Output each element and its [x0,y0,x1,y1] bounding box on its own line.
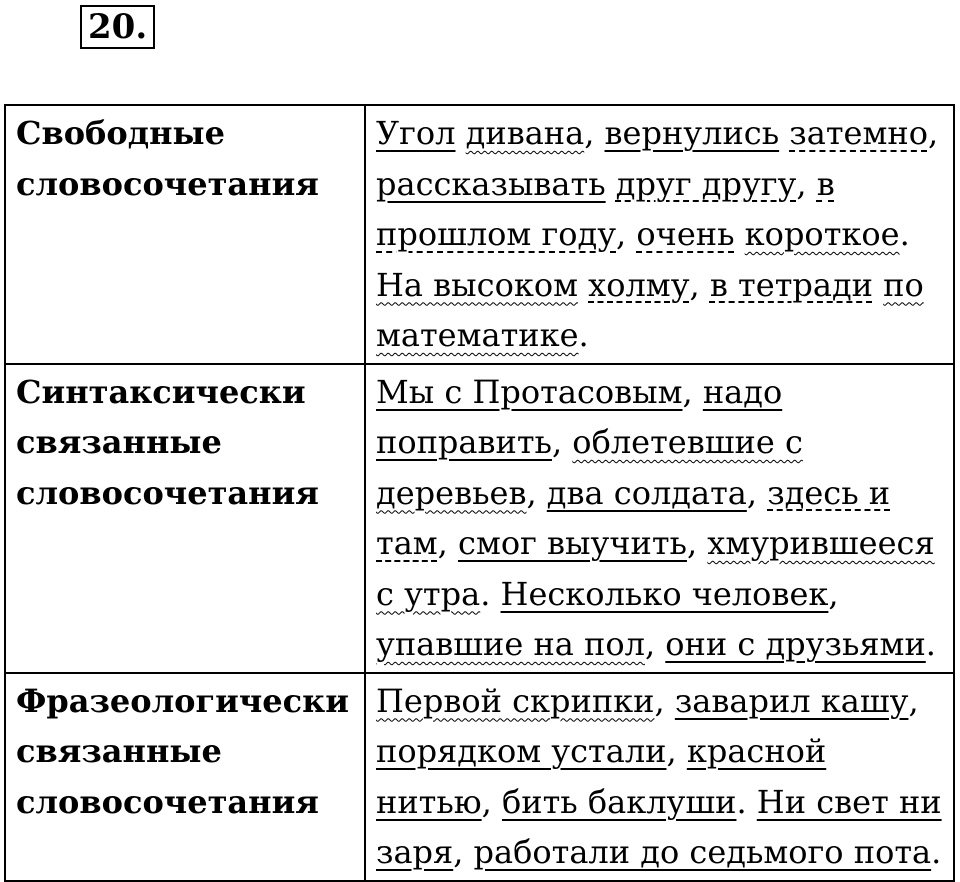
phrase-text: надо поправить [376,372,783,461]
punctuation: , [526,473,547,512]
phrase-text: Мы с Протасовым [376,372,683,411]
punctuation: , [828,574,839,613]
phrase-text: Первой скрипки [376,681,655,720]
punctuation: , [616,215,637,253]
punctuation: , [584,114,605,152]
category-cell: Синтаксически связанные словосочетания [5,364,365,673]
punctuation: , [908,681,919,720]
phrase-text: На высоком [376,265,578,304]
examples-cell [365,105,954,364]
punctuation: , [654,681,675,720]
punctuation: . [578,316,589,354]
phrase-text: рассказывать [376,164,606,203]
punctuation: , [796,164,817,203]
punctuation: . [480,574,501,613]
punctuation: , [682,372,703,411]
phrase-text: Ни свет ни заря [376,782,942,871]
phrase-text: Несколько человек [500,574,829,613]
punctuation: . [925,625,936,663]
punctuation: , [551,423,573,461]
table-row [5,673,954,881]
phrase-text: два солдата [546,473,747,512]
phrase-text: облетевшие с деревьев [376,423,803,512]
phrase-text: затемно [789,114,928,152]
phrase-text: по математике [376,265,924,354]
category-cell: Фразеологически связанные словосочетания [5,673,365,881]
phrase-text: здесь и там [376,473,891,562]
punctuation: , [437,524,459,562]
punctuation [779,114,789,152]
phrase-text: друг другу [615,164,797,203]
phrase-text: короткое [744,215,900,253]
phrase-text: хмурившееся с утра [376,524,935,613]
punctuation [606,165,616,203]
punctuation: , [481,782,502,821]
punctuation: . [931,833,942,871]
punctuation: . [736,782,757,821]
punctuation: , [666,732,687,770]
punctuation: , [927,114,939,152]
phrase-text: очень [636,215,735,253]
punctuation: , [686,524,708,562]
examples-cell [365,364,954,673]
phrases-table [4,104,955,882]
punctuation: , [644,625,666,663]
table-row [5,105,954,364]
table-row [5,364,954,673]
punctuation [735,215,745,253]
phrase-text: они с друзьями [665,625,926,663]
phrase-text: холму [588,265,690,304]
punctuation [578,266,588,304]
category-cell: Свободные словосочетания [5,105,365,364]
punctuation: , [453,833,474,871]
phrase-text: в прошлом году [376,164,835,253]
phrase-text: работали до седьмого пота [473,833,932,871]
punctuation: , [746,473,768,512]
phrase-text: смог выучить [458,524,687,562]
punctuation [455,114,465,152]
phrase-text: красной нитью [376,732,827,821]
phrase-text: порядком устали [376,732,667,770]
phrase-text: вернулись [604,114,780,152]
phrase-text: в тетради [709,265,873,304]
phrase-text: упавшие на пол [376,625,645,663]
punctuation [873,266,883,304]
punctuation: . [899,215,910,253]
examples-cell [365,673,954,881]
task-number: 20. [80,5,155,49]
phrase-text: бить баклуши [501,782,737,821]
punctuation: , [689,265,710,304]
phrase-text: дивана [465,114,585,152]
phrase-text: Угол [376,114,456,152]
phrase-text: заварил кашу [674,681,909,720]
